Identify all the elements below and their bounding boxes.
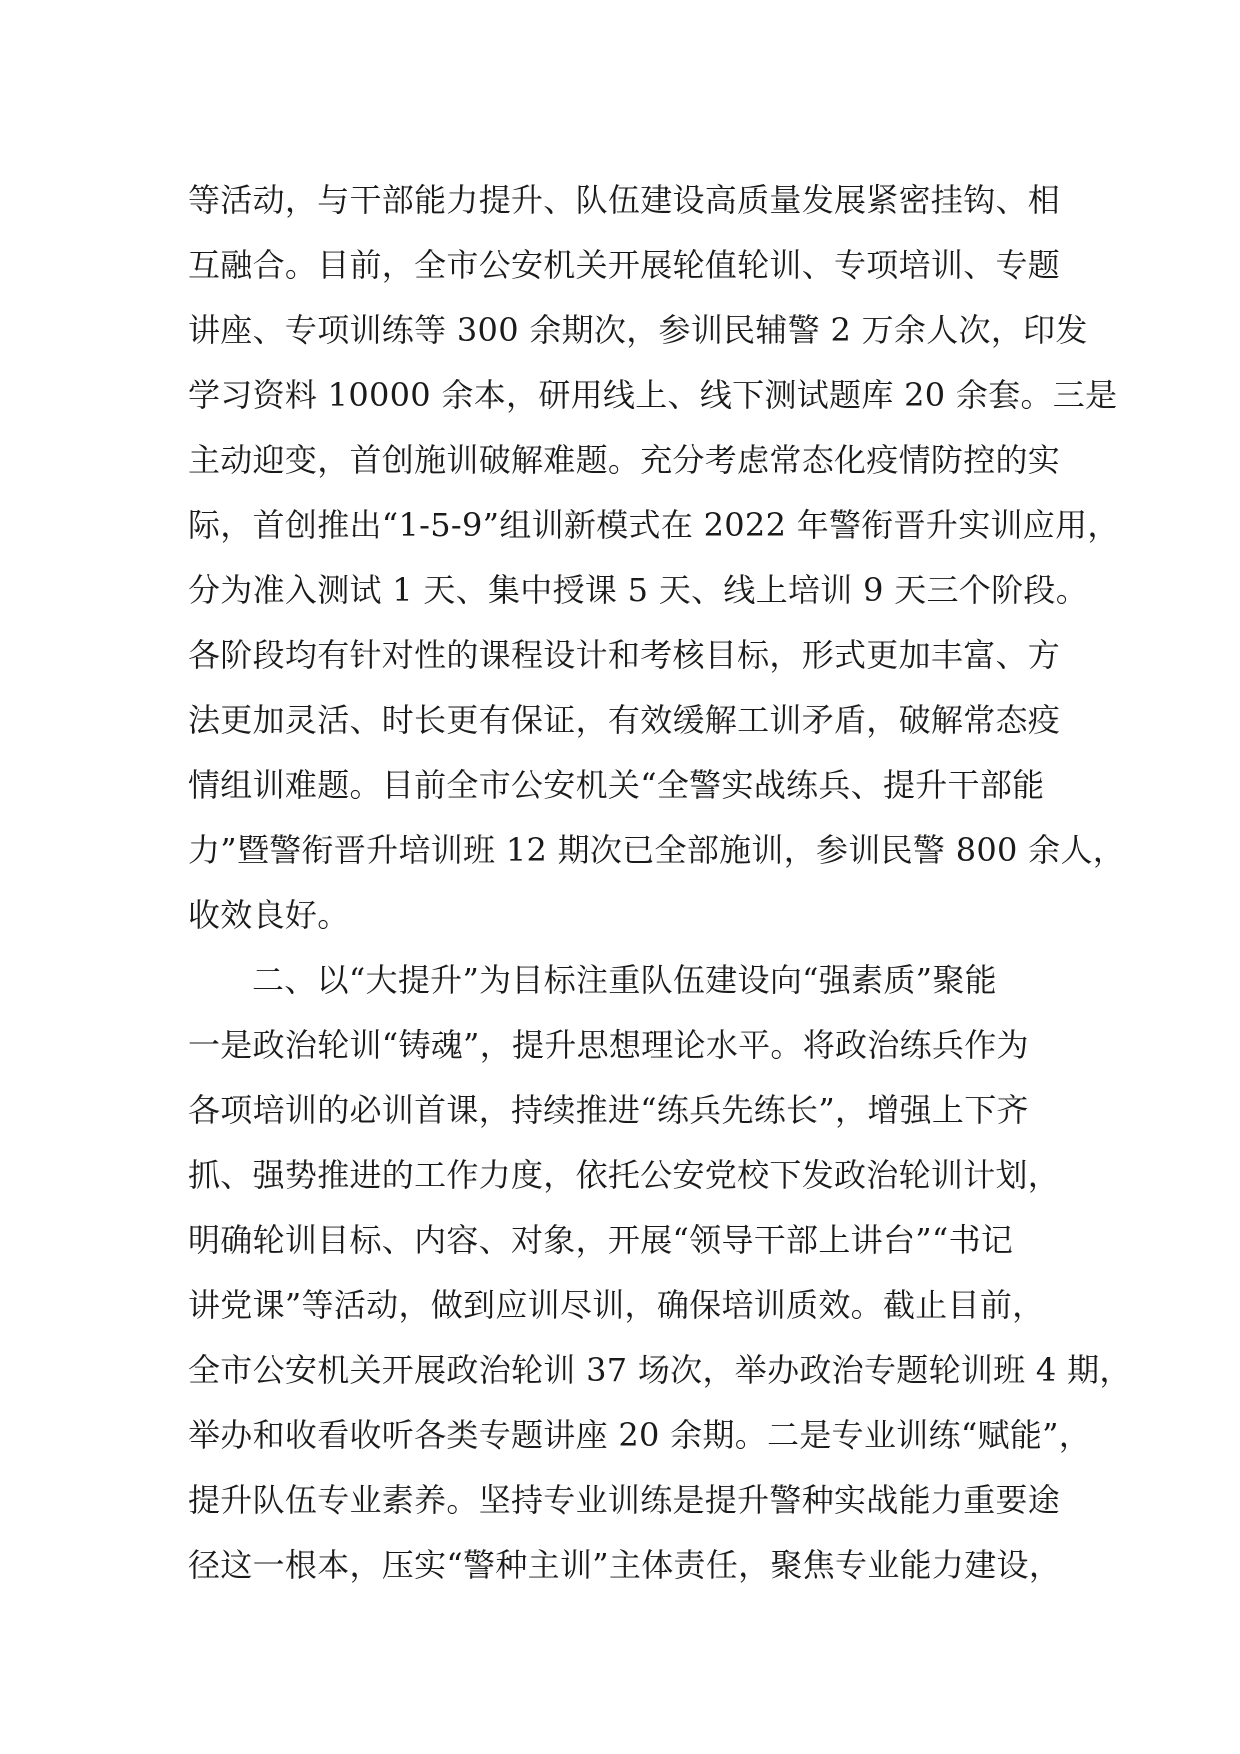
- text-line: 讲党课”等活动，做到应训尽训，确保培训质效。截止目前，: [188, 1286, 1045, 1324]
- text-line: 抓、强势推进的工作力度，依托公安党校下发政治轮训计划，: [188, 1156, 1061, 1194]
- text-line: 法更加灵活、时长更有保证，有效缓解工训矛盾，破解常态疫: [188, 701, 1061, 739]
- text-line: 讲座、专项训练等 300 余期次，参训民辅警 2 万余人次，印发: [188, 311, 1088, 349]
- text-line: 分为准入测试 1 天、集中授课 5 天、线上培训 9 天三个阶段。: [188, 571, 1089, 609]
- text-line: 际，首创推出“1-5-9”组训新模式在 2022 年警衔晋升实训应用，: [188, 506, 1120, 544]
- document-body: [188, 168, 1132, 1598]
- text-line: 等活动，与干部能力提升、队伍建设高质量发展紧密挂钩、相: [188, 181, 1061, 219]
- text-line: 各阶段均有针对性的课程设计和考核目标，形式更加丰富、方: [188, 636, 1061, 674]
- text-line: 互融合。目前，全市公安机关开展轮值轮训、专项培训、专题: [188, 246, 1061, 284]
- text-line: 主动迎变，首创施训破解难题。充分考虑常态化疫情防控的实: [188, 441, 1061, 479]
- text-line: 举办和收看收听各类专题讲座 20 余期。二是专业训练“赋能”，: [188, 1416, 1092, 1454]
- text-line: 力”暨警衔晋升培训班 12 期次已全部施训，参训民警 800 余人，: [188, 831, 1126, 869]
- text-line: 提升队伍专业素养。坚持专业训练是提升警种实战能力重要途: [188, 1481, 1061, 1519]
- text-line: 径这一根本，压实“警种主训”主体责任，聚焦专业能力建设，: [188, 1546, 1062, 1584]
- text-line: 一是政治轮训“铸魂”，提升思想理论水平。将政治练兵作为: [188, 1026, 1029, 1064]
- text-line: 情组训难题。目前全市公安机关“全警实战练兵、提升干部能: [188, 766, 1045, 804]
- text-line: 各项培训的必训首课，持续推进“练兵先练长”，增强上下齐: [188, 1091, 1029, 1129]
- text-line: 收效良好。: [188, 896, 350, 934]
- text-line: 明确轮训目标、内容、对象，开展“领导干部上讲台”“书记: [188, 1221, 1014, 1259]
- text-line: 全市公安机关开展政治轮训 37 场次，举办政治专题轮训班 4 期，: [188, 1351, 1132, 1389]
- text-line: 学习资料 10000 余本，研用线上、线下测试题库 20 余套。三是: [188, 376, 1118, 414]
- section-heading: 二、以“大提升”为目标注重队伍建设向“强素质”聚能: [252, 961, 997, 999]
